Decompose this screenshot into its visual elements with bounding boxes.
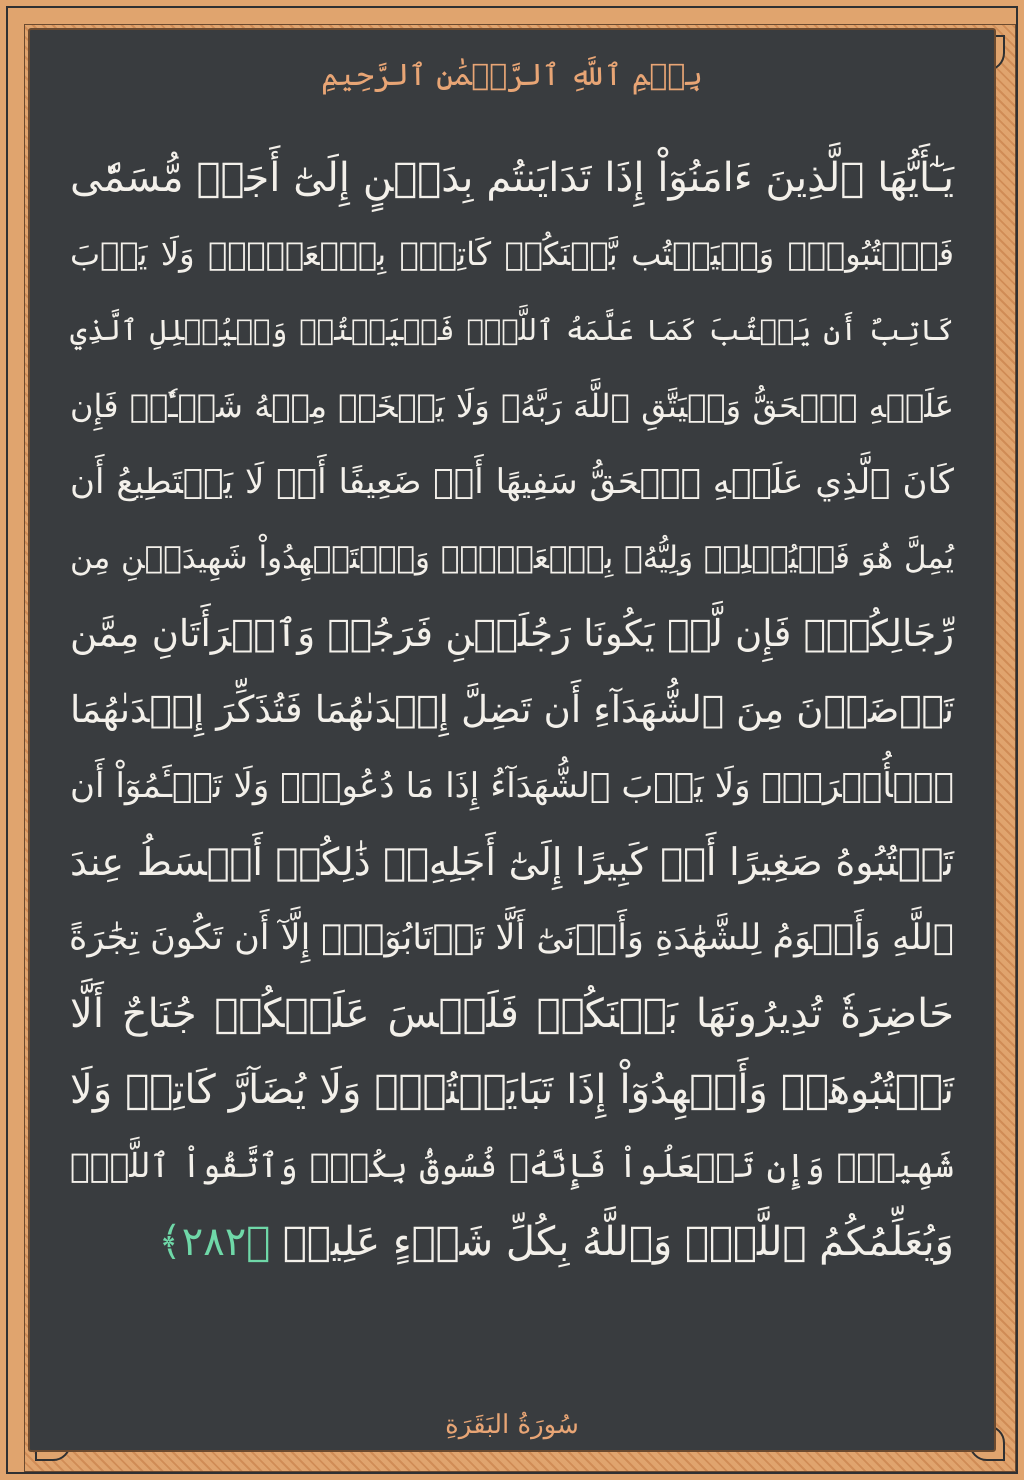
- verse-line: يَـٰٓأَيُّهَا ٱلَّذِينَ ءَامَنُوٓاْ إِذَا تَدَايَنتُم بِدَيۡنٍ إِلَىٰٓ أَجَلٖ مُّسَمّٗى: [70, 155, 954, 201]
- verse-line: تَرۡضَوۡنَ مِنَ ٱلشُّهَدَآءِ أَن تَضِلَّ إِحۡدَىٰهُمَا فَتُذَكِّرَ إِحۡدَىٰهُمَا: [70, 688, 954, 731]
- verse-text: [70, 140, 954, 1280]
- ayah-number-marker: ﴿٢٨٢﴾: [158, 1219, 271, 1265]
- basmala-heading: بِسۡمِ ٱللَّهِ ٱلرَّحۡمَٰنِ ٱلرَّحِيمِ: [321, 58, 703, 93]
- verse-line: رِّجَالِكُمۡۖ فَإِن لَّمۡ يَكُونَا رَجُلَيۡنِ فَرَجُلٞ وَٱمۡرَأَتَانِ مِمَّن: [70, 612, 954, 655]
- verse-line: يُمِلَّ هُوَ فَلۡيُمۡلِلۡ وَلِيُّهُۥ بِٱلۡعَدۡلِۚ وَٱسۡتَشۡهِدُواْ شَهِيدَيۡنِ مِن: [70, 540, 954, 576]
- verse-line: ٱلۡأُخۡرَىٰۚ وَلَا يَأۡبَ ٱلشُّهَدَآءُ إِذَا مَا دُعُواْۚ وَلَا تَسۡـَٔمُوٓاْ أَن: [70, 766, 954, 806]
- verse-line: تَكۡتُبُوهَاۗ وَأَشۡهِدُوٓاْ إِذَا تَبَايَعۡتُمۡۚ وَلَا يُضَآرَّ كَاتِبٞ وَلَا: [70, 1067, 954, 1113]
- verse-line-text: وَيُعَلِّمُكُمُ ٱللَّهُۗ وَٱللَّهُ بِكُلِّ شَيۡءٍ عَلِيمٞ: [282, 1219, 954, 1265]
- verse-line: فَٱكۡتُبُوهُۚ وَلۡيَكۡتُب بَّيۡنَكُمۡ كَاتِبُۢ بِٱلۡعَدۡلِۚ وَلَا يَأۡبَ: [70, 235, 954, 273]
- verse-line: ٱللَّهِ وَأَقۡوَمُ لِلشَّهَٰدَةِ وَأَدۡنَىٰٓ أَلَّا تَرۡتَابُوٓاْۖ إِلَّآ أَن تَكُونَ تِجَٰرَةً: [68, 918, 954, 958]
- verse-line: عَلَيۡهِ ٱلۡحَقُّ وَلۡيَتَّقِ ٱللَّهَ رَبَّهُۥ وَلَا يَبۡخَسۡ مِنۡهُ شَيۡـٔٗاۚ فَإِن: [70, 387, 954, 425]
- surah-name-footer: سُورَةُ البَقَرَةِ: [445, 1410, 579, 1440]
- verse-line: تَكۡتُبُوهُ صَغِيرًا أَوۡ كَبِيرًا إِلَىٰٓ أَجَلِهِۦۚ ذَٰلِكُمۡ أَقۡسَطُ عِندَ: [70, 840, 954, 884]
- verse-line: كَانَ ٱلَّذِي عَلَيۡهِ ٱلۡحَقُّ سَفِيهًا أَوۡ ضَعِيفًا أَوۡ لَا يَسۡتَطِيعُ أَن: [70, 462, 954, 502]
- verse-panel: [28, 28, 996, 1452]
- verse-line: كَاتِبٌ أَن يَكۡتُبَ كَمَا عَلَّمَهُ ٱللَّهُۚ فَلۡيَكۡتُبۡ وَلۡيُمۡلِلِ ٱلَّذِي: [70, 313, 954, 347]
- verse-line: حَاضِرَةٗ تُدِيرُونَهَا بَيۡنَكُمۡ فَلَيۡسَ عَلَيۡكُمۡ جُنَاحٌ أَلَّا: [70, 991, 954, 1037]
- verse-line: شَهِيدٞۚ وَإِن تَفۡعَلُواْ فَإِنَّهُۥ فُسُوقُۢ بِكُمۡۗ وَٱتَّقُواْ ٱللَّهَۖ: [70, 1146, 954, 1185]
- verse-last-line: [70, 1204, 954, 1280]
